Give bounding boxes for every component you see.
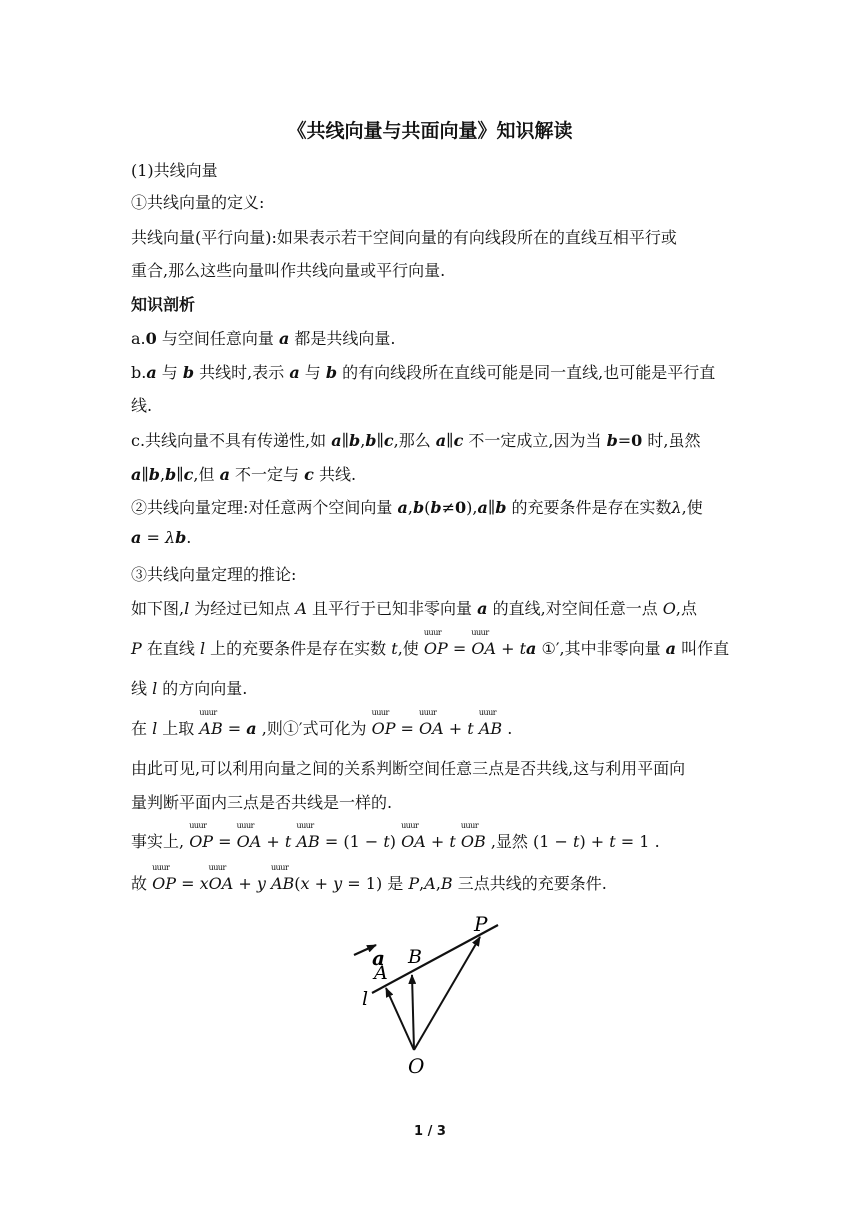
analysis-item-a: a.0 与空间任意向量 a 都是共线向量. [131, 329, 396, 348]
collinear-vector-figure [336, 905, 536, 1085]
vector-OB-arrow [412, 975, 414, 1050]
vector-OP-arrow [414, 937, 480, 1050]
vector-OA-arrow [386, 988, 414, 1050]
section-heading-collinear: (1)共线向量 [131, 161, 218, 180]
label-P: P [474, 912, 488, 936]
conclusion-line-1: 由此可见,可以利用向量之间的关系判断空间任意三点是否共线,这与利用平面向 [131, 759, 686, 778]
definition-line-2: 重合,那么这些向量叫作共线向量或平行向量. [131, 261, 446, 280]
analysis-heading: 知识剖析 [131, 295, 196, 314]
analysis-item-b-line-2: 线. [131, 396, 153, 415]
corollary-line-1: 如下图,l 为经过已知点 A 且平行于已知非零向量 a 的直线,对空间任意一点 O,点 [131, 599, 698, 618]
analysis-item-c-line-2: a∥b,b∥c,但 a 不一定与 c 共线. [131, 465, 357, 484]
analysis-item-b-line-1: b.a 与 b 共线时,表示 a 与 b 的有向线段所在直线可能是同一直线,也可能是平行直 [131, 363, 716, 382]
label-B: B [408, 946, 422, 968]
definition-line-1: 共线向量(平行向量):如果表示若干空间向量的有向线段所在的直线互相平行或 [131, 228, 677, 247]
label-A: A [374, 962, 388, 984]
therefore-line: 故 uuur OP = xuuur OA + y uuur AB(x + y = 1) 是 P,A,B 三点共线的充要条件. [131, 871, 607, 894]
fact-line: 事实上, uuur OP = uuur OA + t uuur AB = (1 − t) uuur OA + t uuur OB ,显然 (1 − t) + t = 1 . [131, 829, 660, 852]
substitution-line: 在 l 上取 uuur AB = a ,则①′式可化为 uuur OP = uuur OA + t uuur AB . [131, 716, 512, 739]
corollary-heading: ③共线向量定理的推论: [131, 565, 297, 584]
definition-heading: ①共线向量的定义: [131, 193, 265, 212]
corollary-line-3: 线 l 的方向向量. [131, 679, 248, 698]
label-a: a [372, 946, 385, 970]
page-title: 《共线向量与共面向量》知识解读 [287, 120, 573, 142]
page-number: 1 / 3 [414, 1124, 446, 1139]
conclusion-line-2: 量判断平面内三点是否共线是一样的. [131, 793, 393, 812]
label-O: O [408, 1054, 425, 1078]
label-l: l [362, 988, 369, 1010]
theorem-line-2: a = λb. [131, 528, 192, 547]
theorem-line-1: ②共线向量定理:对任意两个空间向量 a,b(b≠0),a∥b 的充要条件是存在实数λ,使 [131, 498, 703, 517]
corollary-line-2: P 在直线 l 上的充要条件是存在实数 t,使 uuur OP = uuur OA + ta ①′,其中非零向量 a 叫作直 [131, 636, 729, 659]
analysis-item-c-line-1: c.共线向量不具有传递性,如 a∥b,b∥c,那么 a∥c 不一定成立,因为当 b=0 时,虽然 [131, 431, 701, 450]
